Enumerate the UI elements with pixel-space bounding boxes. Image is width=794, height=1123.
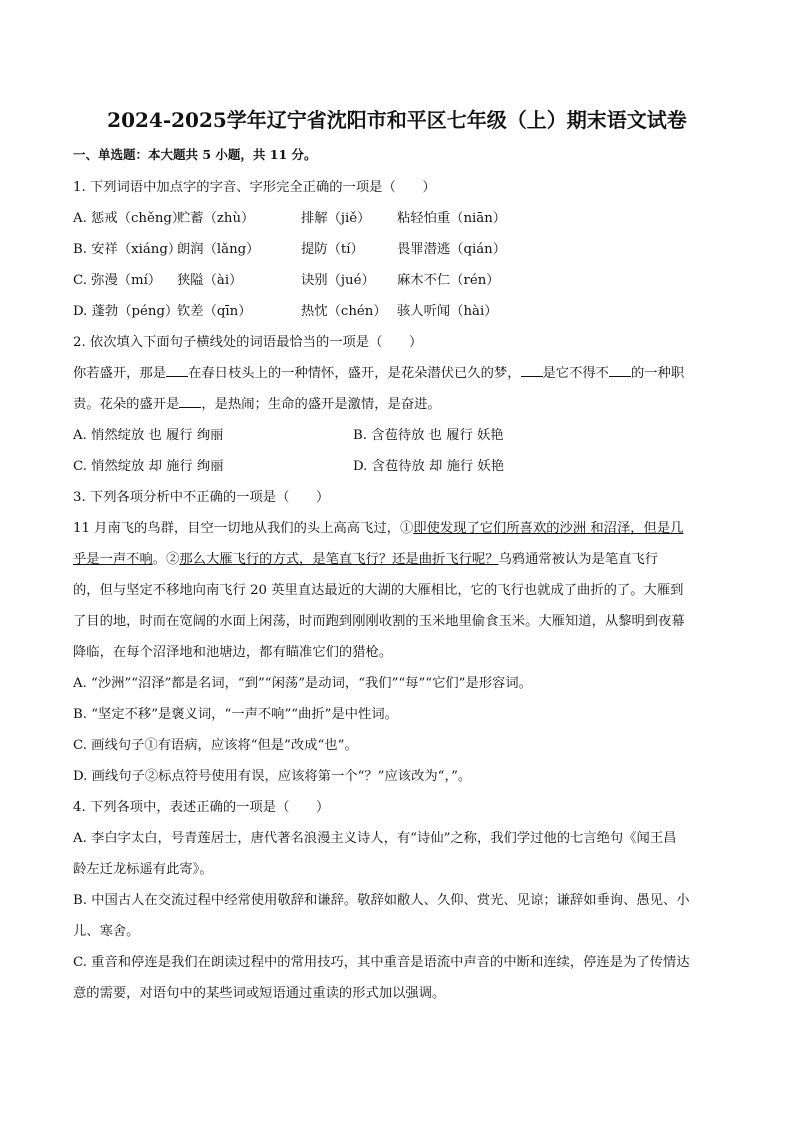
- question-1-option-c: [73, 265, 723, 296]
- question-3-passage-line: 的，但与坚定不移地向南飞行 20 英里直达最近的大湖的大雁相比，它的飞行也就成了曲折的了。大雁到: [73, 583, 684, 598]
- option-word: 贮蓄（zhù）: [177, 211, 255, 226]
- question-4-option-a: A. 李白字太白，号青莲居士，唐代著名浪漫主义诗人，有“诗仙”之称，我们学过他的七言绝句《闻王昌: [73, 831, 677, 846]
- passage-text: 的一种职: [630, 366, 685, 381]
- option-word: 麻木不仁（rén）: [397, 273, 500, 288]
- passage-text: 乌鸦通常被认为是笔直飞行: [498, 552, 659, 567]
- question-2-option-b: B. 含苞待放 也 履行 妖艳: [353, 428, 504, 443]
- passage-text: 。②: [152, 552, 180, 567]
- question-2-option-c: C. 悄然绽放 却 施行 绚丽: [73, 459, 224, 474]
- fill-blank: [179, 393, 201, 408]
- option-word: A. 惩戒（chěng）: [73, 211, 186, 226]
- question-2-options-row: [73, 420, 723, 451]
- question-2-option-a: A. 悄然绽放 也 履行 绚丽: [73, 428, 224, 443]
- question-4-option-b-cont: 儿、寒舍。: [73, 924, 140, 939]
- fill-blank: [166, 362, 188, 377]
- fill-blank: [521, 362, 543, 377]
- underlined-sentence-2: 那么大雁飞行的方式，是笔直飞行？还是曲折飞行呢？: [179, 552, 499, 567]
- question-4-option-a-cont: 龄左迁龙标遥有此寄》。: [73, 862, 213, 877]
- question-3-option-a: A. “沙洲”“沼泽”都是名词，“到”“闲荡”是动词，“我们”“每”“它们”是形容词。: [73, 676, 532, 691]
- option-word: 诀别（jué）: [301, 273, 375, 288]
- question-2-passage-line: [73, 358, 723, 389]
- question-3-option-d: D. 画线句子②标点符号使用有误，应该将第一个“？”应该改为“，”。: [73, 769, 472, 784]
- question-2-option-d: D. 含苞待放 却 施行 妖艳: [353, 459, 504, 474]
- question-2-passage-line: [73, 389, 723, 420]
- option-word: 狭隘（ài）: [177, 273, 243, 288]
- exam-content: [73, 143, 723, 1009]
- passage-text: 在春日枝头上的一种情怀，盛开，是花朵潜伏已久的梦，: [188, 366, 521, 381]
- option-word: 提防（tí）: [301, 242, 364, 257]
- question-3-option-c: C. 画线句子①有语病，应该将“但是”改成“也”。: [73, 738, 358, 753]
- option-word: B. 安祥（xiáng）: [73, 242, 182, 257]
- question-3-option-b: B. “坚定不移”是褒义词，“一声不响”“曲折”是中性词。: [73, 707, 398, 722]
- passage-text: 责。花朵的盛开是: [73, 397, 180, 412]
- question-2-options-row: [73, 451, 723, 482]
- underlined-sentence-1: 乎是一声不响: [73, 552, 153, 567]
- question-1-option-d: [73, 296, 723, 327]
- passage-text: 是它不得不: [542, 366, 609, 381]
- option-word: 粘轻怕重（niān）: [397, 211, 507, 226]
- passage-text: 你若盛开，那是: [73, 366, 167, 381]
- underlined-sentence-1: ，但是几: [630, 521, 684, 536]
- question-4-option-c: C. 重音和停连是我们在朗读过程中的常用技巧，其中重音是语流中声音的中断和连续，停连是为了传情达: [73, 955, 690, 970]
- exam-title: 2024-2025学年辽宁省沈阳市和平区七年级（上）期末语文试卷: [107, 108, 687, 132]
- question-4-stem: 4. 下列各项中，表述正确的一项是（ ）: [73, 800, 330, 815]
- question-3-passage-line: [73, 513, 723, 544]
- question-4-option-c-cont: 意的需要，对语句中的某些词或短语通过重读的形式加以强调。: [73, 986, 446, 1001]
- fill-blank: [609, 362, 631, 377]
- option-word: 热忱（chén）: [301, 304, 387, 319]
- underlined-sentence-1: 即使发现了它们所喜欢的沙洲 和沼泽: [413, 521, 631, 536]
- option-word: 骇人听闻（hài）: [397, 304, 498, 319]
- question-3-passage-line: [73, 544, 723, 575]
- option-word: C. 弥漫（mí）: [73, 273, 162, 288]
- question-3-passage-line: 了目的地，时而在宽阔的水面上闲荡，时而跑到刚刚收割的玉米地里偷食玉米。大雁知道，从黎明到夜幕: [73, 614, 685, 629]
- question-1-stem: 1. 下列词语中加点字的字音、字形完全正确的一项是（ ）: [73, 180, 436, 195]
- question-3-passage-line: 降临，在每个沼泽地和池塘边，都有瞄准它们的猎枪。: [73, 645, 393, 660]
- passage-text: ，是热闹；生命的盛开是激情，是奋进。: [201, 397, 441, 412]
- question-1-option-b: [73, 234, 723, 265]
- option-word: 排解（jiě）: [301, 211, 371, 226]
- passage-text: 11 月南飞的鸟群，目空一切地从我们的头上高高飞过，①: [73, 521, 414, 536]
- option-word: 朗润（lǎng）: [177, 242, 260, 257]
- question-2-stem: 2. 依次填入下面句子横线处的词语最恰当的一项是（ ）: [73, 335, 423, 350]
- section-heading: 一、单选题：本大题共 5 小题，共 11 分。: [73, 147, 317, 162]
- question-3-stem: 3. 下列各项分析中不正确的一项是（ ）: [73, 490, 330, 505]
- question-1-option-a: [73, 203, 723, 234]
- option-word: 畏罪潜逃（qián）: [397, 242, 507, 257]
- option-word: D. 蓬勃（péng）: [73, 304, 179, 319]
- option-word: 钦差（qīn）: [177, 304, 252, 319]
- question-4-option-b: B. 中国古人在交流过程中经常使用敬辞和谦辞。敬辞如敝人、久仰、赏光、见谅；谦辞如垂询、愚见、小: [73, 893, 690, 908]
